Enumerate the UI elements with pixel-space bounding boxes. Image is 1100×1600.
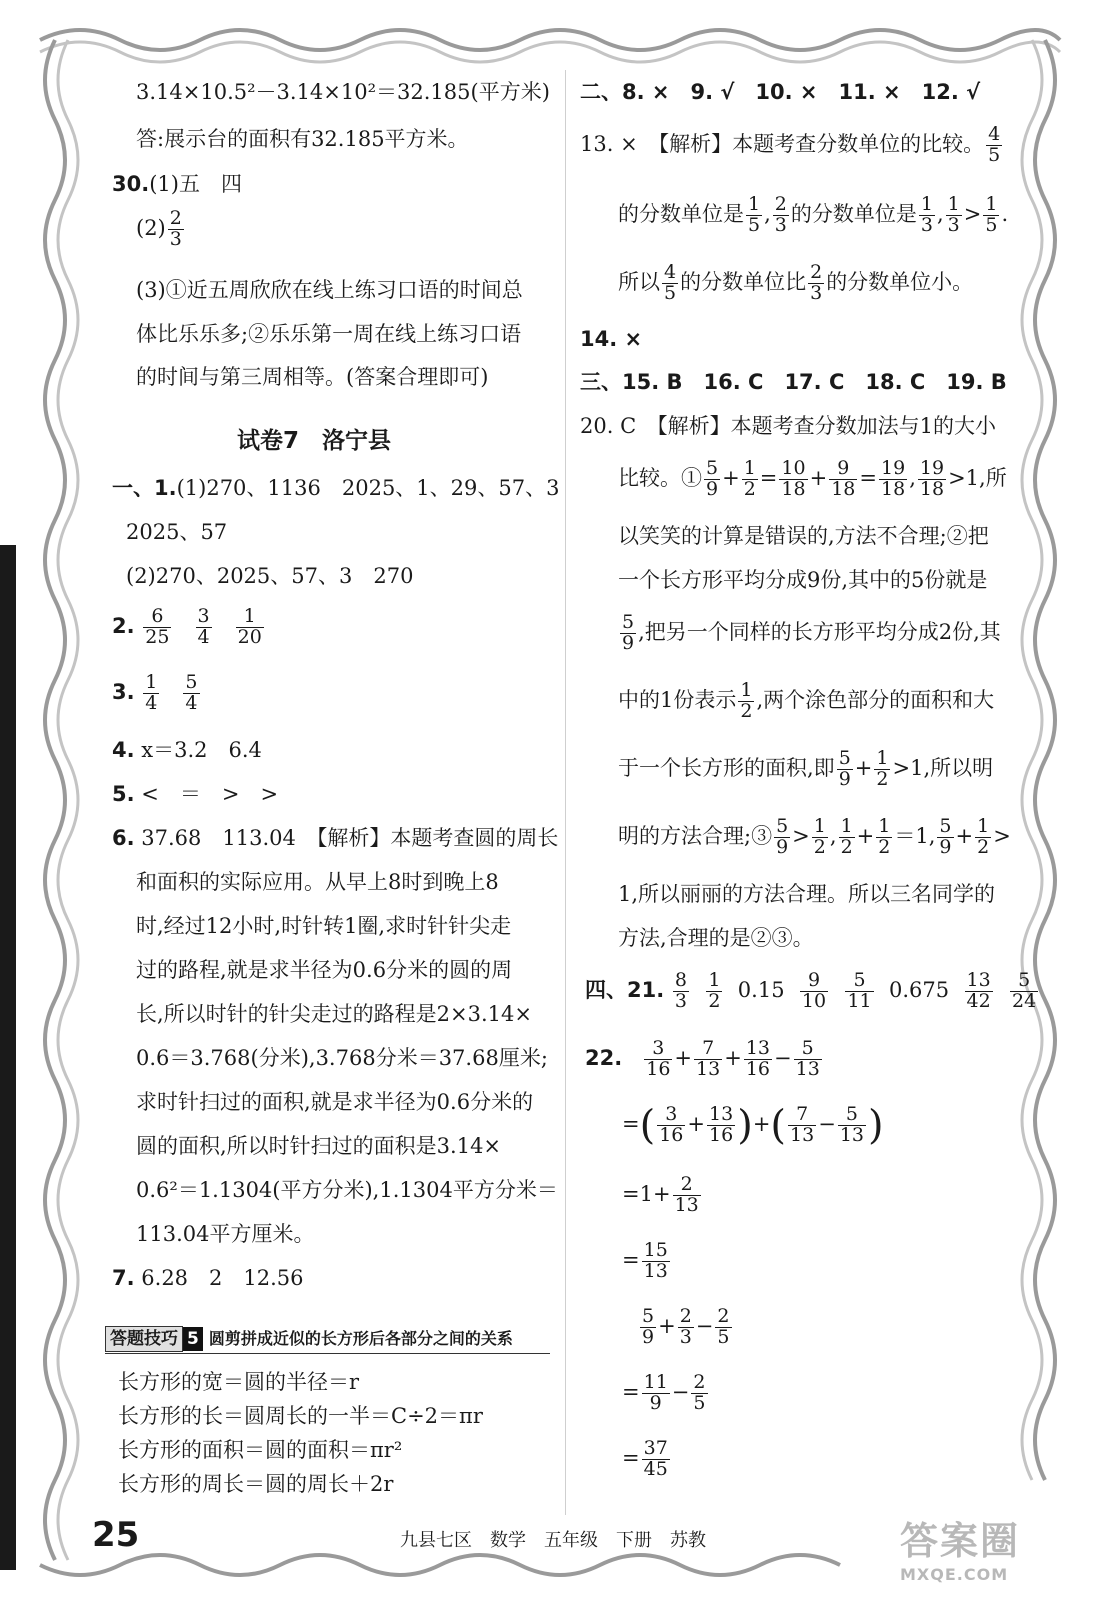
tip-line3: 长方形的面积＝圆的面积＝πr² bbox=[118, 1438, 403, 1462]
fraction: $\frac{1}{2}$ bbox=[977, 815, 990, 858]
area-answer-line: 答:展示台的面积有32.185平方米。 bbox=[136, 127, 469, 151]
fraction-denominator: 25 bbox=[145, 626, 170, 648]
q20-line6-a: 中的1份表示 bbox=[618, 688, 737, 712]
q22-line5: $\frac{5}{9}$ + $\frac{2}{3}$ − $\frac{2}{5}$ bbox=[642, 1305, 730, 1348]
q20-line6 bbox=[618, 678, 994, 722]
q6-line8: 圆的面积,所以时针扫过的面积是3.14× bbox=[136, 1134, 502, 1158]
q21-decimal: 0.15 bbox=[737, 978, 785, 1002]
tip-line2: 长方形的长＝圆周长的一半＝C÷2＝πr bbox=[118, 1404, 483, 1428]
q20-line2: 比较。① $\frac{5}{9}$ + $\frac{1}{2}$ = $\frac{10}{18}$ + $\frac{9}{18}$ = $\frac{19}{18}$ , $\frac{19}{18}$ >1,所 bbox=[618, 457, 1007, 500]
tip-title: 圆剪拼成近似的长方形后各部分之间的关系 bbox=[208, 1329, 513, 1348]
fraction bbox=[965, 971, 993, 1012]
fraction bbox=[168, 209, 184, 250]
fraction-denominator: 10 bbox=[801, 990, 827, 1012]
fraction: $\frac{1}{2}$ bbox=[813, 815, 826, 858]
q13-line2-b: 的分数单位是 bbox=[790, 202, 917, 226]
fraction: $\frac{5}{9}$ bbox=[706, 457, 719, 500]
q5-line bbox=[112, 780, 278, 808]
fraction-denominator: 5 bbox=[664, 282, 677, 304]
tip-line1: 长方形的宽＝圆的半径＝r bbox=[118, 1370, 360, 1394]
fraction-denominator: 11 bbox=[847, 990, 872, 1012]
q20-line8-a: 明的方法合理;③ bbox=[618, 824, 773, 848]
fraction: $\frac{1}{2}$ bbox=[878, 815, 891, 858]
q22-line3: =1+ $\frac{2}{13}$ bbox=[622, 1173, 699, 1216]
s1-line1-text: (1)270、1136 2025、1、29、57、3 bbox=[176, 476, 560, 500]
fraction: $\frac{5}{9}$ bbox=[622, 611, 635, 654]
q13-sep: , bbox=[936, 202, 944, 226]
fraction: $\frac{1}{2}$ bbox=[840, 815, 853, 858]
s2-line: 二、8. × 9. √ 10. × 11. × 12. √ bbox=[580, 80, 981, 104]
fraction-numerator: 1 bbox=[145, 671, 158, 694]
q14-line: 14. × bbox=[580, 327, 643, 351]
fraction: $\frac{7}{13}$ bbox=[696, 1037, 721, 1080]
fraction: $\frac{2}{13}$ bbox=[674, 1173, 699, 1216]
q30-part1-text: (1)五 四 bbox=[149, 172, 242, 196]
q20-line7: 于一个长方形的面积,即 $\frac{5}{9}$ + $\frac{1}{2}$ >1,所以明 bbox=[618, 747, 994, 790]
q13-gt: > bbox=[963, 202, 982, 226]
q20-sep: , bbox=[909, 466, 916, 490]
fraction: $\frac{5}{9}$ bbox=[776, 815, 789, 858]
q6-number: 6. bbox=[112, 826, 135, 850]
fraction: $\frac{9}{18}$ bbox=[831, 457, 856, 500]
q7-text: 6.28 2 12.56 bbox=[141, 1266, 304, 1290]
fraction-denominator: 5 bbox=[988, 144, 1001, 166]
fraction: $\frac{3}{16}$ bbox=[659, 1103, 684, 1146]
fraction: $\frac{19}{18}$ bbox=[881, 457, 906, 500]
q6-line3: 时,经过12小时,时针转1圈,求时针针尖走 bbox=[136, 914, 512, 938]
fraction: $\frac{2}{5}$ bbox=[693, 1371, 706, 1414]
fraction bbox=[662, 263, 678, 304]
q13-line1 bbox=[580, 122, 1004, 166]
fraction-denominator: 4 bbox=[145, 692, 158, 714]
exam-title: 试卷7 洛宁县 bbox=[237, 428, 392, 454]
q20-line8: 明的方法合理;③ $\frac{5}{9}$ > $\frac{1}{2}$ , $\frac{1}{2}$ + $\frac{1}{2}$ ＝1, $\frac{5}{9}$ + $\frac{1}{2}$ > bbox=[618, 815, 1011, 858]
q4-text: x＝3.2 6.4 bbox=[141, 738, 262, 762]
fraction: $\frac{1}{2}$ bbox=[743, 457, 756, 500]
q21-decimal: 0.675 bbox=[889, 978, 950, 1002]
q6-line7: 求时针扫过的面积,就是求半径为0.6分米的 bbox=[136, 1090, 534, 1114]
fraction: $\frac{2}{3}$ bbox=[774, 193, 787, 236]
fraction-denominator: 2 bbox=[708, 990, 721, 1012]
q30-part1 bbox=[112, 170, 242, 198]
q20-line8-b: ＝1, bbox=[894, 824, 936, 848]
fraction-denominator: 3 bbox=[674, 990, 687, 1012]
binding-edge-bar bbox=[0, 545, 16, 1570]
tip-badge: 答题技巧 bbox=[105, 1326, 183, 1352]
fraction: $\frac{5}{9}$ bbox=[838, 747, 851, 790]
fraction-numerator: 8 bbox=[674, 969, 687, 992]
fraction: $\frac{3}{16}$ bbox=[646, 1037, 671, 1080]
watermark-url: MXQE.COM bbox=[900, 1565, 1009, 1584]
fraction-numerator: 1 bbox=[708, 969, 721, 992]
fraction-numerator: 4 bbox=[988, 123, 1001, 146]
q13-line3-b: 的分数单位比 bbox=[680, 270, 807, 294]
fraction-denominator: 4 bbox=[197, 626, 210, 648]
fraction: $\frac{2}{5}$ bbox=[717, 1305, 730, 1348]
q6-line9: 0.6²＝1.1304(平方分米),1.1304平方分米＝ bbox=[136, 1178, 558, 1202]
q3-number: 3. bbox=[112, 680, 135, 704]
q30-part2 bbox=[136, 206, 186, 250]
q30-part3-line3: 的时间与第三周相等。(答案合理即可) bbox=[136, 365, 489, 389]
column-divider bbox=[565, 70, 566, 1515]
s4-number: 四、21. bbox=[585, 978, 665, 1002]
area-calc-line: 3.14×10.5²－3.14×10²＝32.185(平方米) bbox=[136, 80, 550, 104]
q6-line4: 过的路程,就是求半径为0.6分米的圆的周 bbox=[136, 958, 513, 982]
q22-line6: = $\frac{11}{9}$ − $\frac{2}{5}$ bbox=[622, 1371, 706, 1414]
s1-number: 一、1. bbox=[112, 476, 177, 500]
fraction-denominator: 24 bbox=[1012, 990, 1037, 1012]
q3-line bbox=[112, 670, 202, 714]
fraction: $\frac{10}{18}$ bbox=[781, 457, 806, 500]
fraction bbox=[143, 673, 159, 714]
fraction-numerator: 4 bbox=[664, 261, 677, 284]
q5-text: < ＝ > > bbox=[141, 782, 279, 806]
fraction bbox=[236, 607, 264, 648]
fraction: $\frac{1}{3}$ bbox=[947, 193, 960, 236]
q13-line3-c: 的分数单位小。 bbox=[826, 270, 974, 294]
fraction: $\frac{2}{3}$ bbox=[810, 261, 823, 304]
q30-part3-line1: (3)①近五周欣欣在线上练习口语的时间总 bbox=[136, 278, 523, 302]
fraction bbox=[1010, 971, 1038, 1012]
page-number: 25 bbox=[92, 1515, 140, 1555]
q2-line bbox=[112, 604, 266, 648]
q22-line7: = $\frac{37}{45}$ bbox=[622, 1437, 668, 1480]
fraction: $\frac{13}{16}$ bbox=[709, 1103, 734, 1146]
q20-line7-a: 于一个长方形的面积,即 bbox=[618, 756, 835, 780]
fraction-numerator: 5 bbox=[845, 971, 873, 992]
fraction-numerator: 6 bbox=[143, 607, 171, 628]
fraction bbox=[673, 971, 689, 1012]
fraction-denominator: 5 bbox=[748, 214, 761, 236]
fraction-numerator: 5 bbox=[1010, 971, 1038, 992]
q13-text: 13. × 【解析】本题考查分数单位的比较。 bbox=[580, 132, 985, 156]
fraction-denominator: 20 bbox=[237, 626, 262, 648]
q7-line bbox=[112, 1264, 304, 1292]
fraction-numerator: 5 bbox=[185, 671, 198, 694]
tip-number: 5 bbox=[183, 1327, 203, 1351]
q13-line2-a: 的分数单位是 bbox=[618, 202, 744, 226]
fraction: $\frac{11}{9}$ bbox=[643, 1371, 668, 1414]
fraction-numerator: 9 bbox=[800, 971, 828, 992]
q22-line2: =( $\frac{3}{16}$ + $\frac{13}{16}$ )+( $\frac{7}{13}$ − $\frac{5}{13}$ ) bbox=[622, 1102, 884, 1149]
tip-header bbox=[105, 1325, 550, 1354]
q6-line6: 0.6＝3.768(分米),3.768分米＝37.68厘米; bbox=[136, 1046, 548, 1070]
fraction bbox=[196, 607, 212, 648]
q13-line2: 的分数单位是 $\frac{1}{5}$ , $\frac{2}{3}$ 的分数单位是 $\frac{1}{3}$ , $\frac{1}{3}$ > $\frac{1}{5}$ . bbox=[618, 193, 1009, 236]
fraction: $\frac{5}{13}$ bbox=[795, 1037, 820, 1080]
fraction: $\frac{13}{16}$ bbox=[745, 1037, 771, 1080]
q5-number: 5. bbox=[112, 782, 135, 806]
fraction-denominator: 3 bbox=[169, 228, 182, 250]
fraction: $\frac{5}{13}$ bbox=[839, 1103, 865, 1146]
q20-line10: 方法,合理的是②③。 bbox=[618, 926, 814, 950]
tip-line4: 长方形的周长＝圆的周长＋2r bbox=[118, 1472, 394, 1496]
q7-number: 7. bbox=[112, 1266, 135, 1290]
fraction: $\frac{19}{18}$ bbox=[919, 457, 945, 500]
fraction bbox=[800, 971, 828, 1012]
q6-line1-text: 37.68 113.04 【解析】本题考查圆的周长 bbox=[141, 826, 559, 850]
q6-line1 bbox=[112, 824, 558, 852]
q22-number: 22. bbox=[585, 1046, 623, 1070]
s1-line2: 2025、57 bbox=[126, 520, 228, 544]
fraction: $\frac{1}{2}$ bbox=[740, 679, 753, 722]
footer-text: 九县七区 数学 五年级 下册 苏教 bbox=[400, 1530, 706, 1551]
fraction-numerator: 2 bbox=[169, 207, 182, 230]
watermark-logo bbox=[900, 1510, 1070, 1585]
q6-line5: 长,所以时针的针尖走过的路程是2×3.14× bbox=[136, 1002, 532, 1026]
q4-line bbox=[112, 736, 262, 764]
q6-line2: 和面积的实际应用。从早上8时到晚上8 bbox=[136, 870, 499, 894]
q22-line1: 22. $\frac{3}{16}$ + $\frac{7}{13}$ + $\frac{13}{16}$ − $\frac{5}{13}$ bbox=[585, 1037, 820, 1080]
fraction: $\frac{5}{9}$ bbox=[939, 815, 952, 858]
fraction bbox=[845, 971, 873, 1012]
fraction bbox=[183, 673, 199, 714]
q20-line4: 一个长方形平均分成9份,其中的5份就是 bbox=[618, 568, 988, 592]
q4-number: 4. bbox=[112, 738, 135, 762]
q30-part2-label: (2) bbox=[136, 216, 166, 240]
fraction-numerator: 13 bbox=[966, 969, 991, 992]
q13-line3-a: 所以 bbox=[618, 270, 660, 294]
q20-line5 bbox=[618, 610, 1001, 654]
watermark-text: 答案圈 bbox=[900, 1519, 1021, 1563]
q22-line4: = $\frac{15}{13}$ bbox=[622, 1239, 668, 1282]
q30-number: 30. bbox=[112, 172, 150, 196]
q20-line5-text: ,把另一个同样的长方形平均分成2份,其 bbox=[638, 620, 1001, 644]
q20-line3: 以笑笑的计算是错误的,方法不合理;②把 bbox=[618, 524, 989, 548]
fraction: $\frac{1}{5}$ bbox=[985, 193, 998, 236]
fraction bbox=[143, 607, 171, 648]
q20-line1: 20. C 【解析】本题考查分数加法与1的大小 bbox=[580, 414, 996, 438]
q30-part3-line2: 体比乐乐多;②乐乐第一周在线上练习口语 bbox=[136, 322, 522, 346]
q13-sep: , bbox=[764, 202, 771, 226]
fraction-numerator: 1 bbox=[236, 607, 264, 628]
q20-line2-b: >1,所 bbox=[948, 466, 1007, 490]
fraction bbox=[706, 971, 722, 1012]
q21-line bbox=[585, 968, 1040, 1012]
q20-sep: , bbox=[829, 824, 837, 848]
s1-line3: (2)270、2025、57、3 270 bbox=[126, 564, 414, 588]
fraction-denominator: 4 bbox=[185, 692, 198, 714]
fraction: $\frac{7}{13}$ bbox=[790, 1103, 815, 1146]
fraction-denominator: 42 bbox=[966, 990, 991, 1012]
fraction: $\frac{2}{3}$ bbox=[679, 1305, 692, 1348]
fraction: $\frac{37}{45}$ bbox=[643, 1437, 668, 1480]
fraction: $\frac{1}{3}$ bbox=[920, 193, 933, 236]
q20-line2-a: 比较。① bbox=[618, 466, 702, 490]
fraction: $\frac{5}{9}$ bbox=[642, 1305, 655, 1348]
q2-number: 2. bbox=[112, 614, 135, 638]
s3-line: 三、15. B 16. C 17. C 18. C 19. B bbox=[580, 370, 1007, 394]
q13-line3 bbox=[618, 260, 973, 304]
q6-line10: 113.04平方厘米。 bbox=[136, 1222, 315, 1246]
q20-line7-b: >1,所以明 bbox=[892, 756, 994, 780]
fraction-numerator: 3 bbox=[197, 605, 210, 628]
fraction: $\frac{1}{5}$ bbox=[748, 193, 761, 236]
fraction bbox=[986, 125, 1002, 166]
fraction: $\frac{1}{2}$ bbox=[876, 747, 889, 790]
fraction: $\frac{15}{13}$ bbox=[643, 1239, 668, 1282]
q20-line9: 1,所以丽丽的方法合理。所以三名同学的 bbox=[618, 882, 996, 906]
s1-line1 bbox=[112, 474, 559, 502]
q20-line6-b: ,两个涂色部分的面积和大 bbox=[756, 688, 995, 712]
